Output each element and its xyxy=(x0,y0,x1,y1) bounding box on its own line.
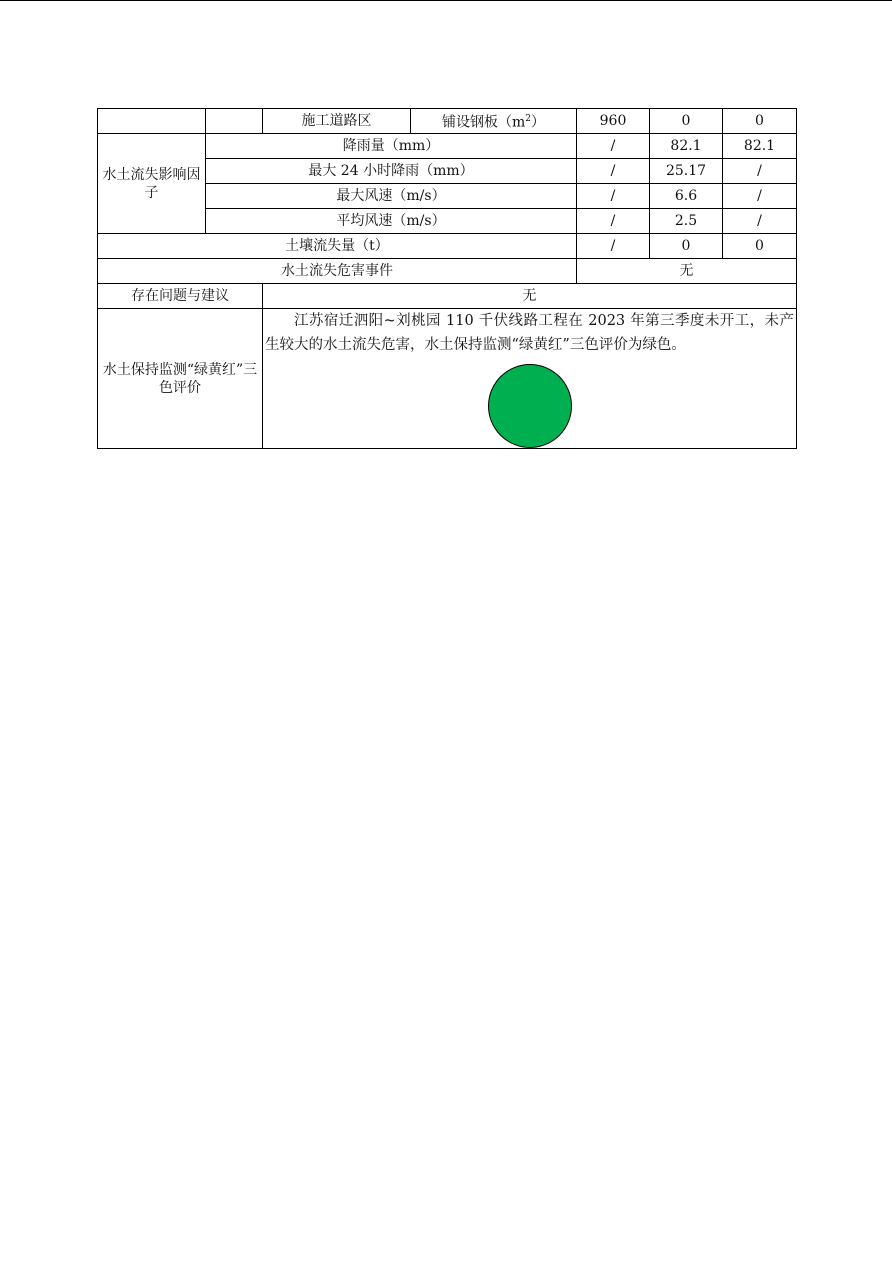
road-value-3: 0 xyxy=(723,109,797,134)
table-row-issues xyxy=(98,284,797,309)
table-row-soil xyxy=(98,234,797,259)
factor-group-label: 水土流失影响因子 xyxy=(98,134,206,234)
soil-value-1: / xyxy=(577,234,650,259)
rain-value-3: 82.1 xyxy=(723,134,797,159)
rating-indicator xyxy=(265,364,794,448)
rain-value-2: 82.1 xyxy=(650,134,723,159)
blank-cell xyxy=(98,109,206,134)
avgwind-label: 平均风速（m/s） xyxy=(206,209,577,234)
blank-cell xyxy=(206,109,263,134)
assessment-label: 水土保持监测“绿黄红”三色评价 xyxy=(98,309,263,449)
green-rating-circle xyxy=(488,364,572,448)
issues-label: 存在问题与建议 xyxy=(98,284,263,309)
maxwind-value-2: 6.6 xyxy=(650,184,723,209)
table-row-road xyxy=(98,109,797,134)
table-row-rain xyxy=(98,134,797,159)
road-area-label: 施工道路区 xyxy=(263,109,411,134)
avgwind-value-1: / xyxy=(577,209,650,234)
top-rule xyxy=(0,0,892,1)
soil-loss-label: 土壤流失量（t） xyxy=(98,234,577,259)
max24-value-1: / xyxy=(577,159,650,184)
table-row-assessment xyxy=(98,309,797,449)
road-measure-label: 铺设钢板$(m^2)$ xyxy=(411,109,577,134)
rain-value-1: / xyxy=(577,134,650,159)
issues-value: 无 xyxy=(263,284,797,309)
soil-value-3: 0 xyxy=(723,234,797,259)
maxwind-value-1: / xyxy=(577,184,650,209)
max24-value-2: 25.17 xyxy=(650,159,723,184)
assessment-cell xyxy=(263,309,797,449)
hazard-label: 水土流失危害事件 xyxy=(98,259,577,284)
maxwind-label: 最大风速（m/s） xyxy=(206,184,577,209)
avgwind-value-2: 2.5 xyxy=(650,209,723,234)
table-row-hazard xyxy=(98,259,797,284)
road-value-2: 0 xyxy=(650,109,723,134)
avgwind-value-3: / xyxy=(723,209,797,234)
hazard-value: 无 xyxy=(577,259,797,284)
max24-label: 最大 24 小时降雨（mm） xyxy=(206,159,577,184)
rain-label: 降雨量（mm） xyxy=(206,134,577,159)
road-value-1: 960 xyxy=(577,109,650,134)
assessment-text: 江苏宿迁泗阳~刘桃园 110 千伏线路工程在 2023 年第三季度未开工，未产生较大的水土流失危害，水土保持监测“绿黄红”三色评价为绿色。 xyxy=(265,313,794,353)
monitoring-table xyxy=(97,108,797,449)
maxwind-value-3: / xyxy=(723,184,797,209)
max24-value-3: / xyxy=(723,159,797,184)
soil-value-2: 0 xyxy=(650,234,723,259)
